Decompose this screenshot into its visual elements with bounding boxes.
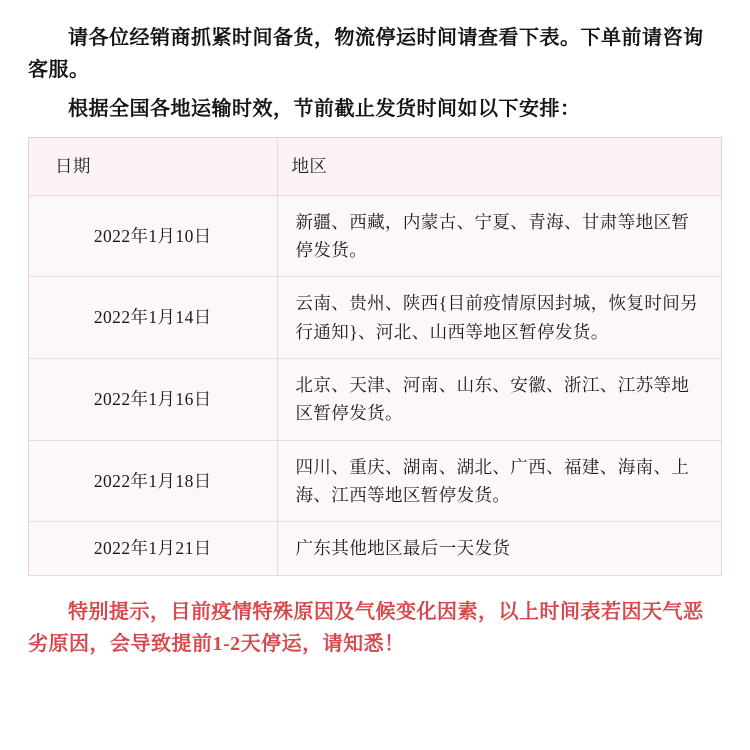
footer-notice [28, 596, 722, 661]
cell-date: 2022年1月21日 [29, 522, 277, 575]
table-row [29, 277, 721, 359]
shipping-schedule-table-wrapper [28, 137, 722, 575]
column-header-date: 日期 [29, 138, 277, 195]
cell-region: 广东其他地区最后一天发货 [277, 522, 721, 575]
cell-region: 四川、重庆、湖南、湖北、广西、福建、海南、上海、江西等地区暂停发货。 [277, 440, 721, 522]
table-row [29, 358, 721, 440]
intro-text [28, 22, 722, 125]
shipping-schedule-table [29, 138, 721, 575]
column-header-region: 地区 [277, 138, 721, 195]
intro-line-1: 请各位经销商抓紧时间备货，物流停运时间请查看下表。下单前请咨询客服。 [28, 27, 704, 82]
cell-region: 云南、贵州、陕西{目前疫情原因封城，恢复时间另行通知}、河北、山西等地区暂停发货。 [277, 277, 721, 359]
cell-date: 2022年1月18日 [29, 440, 277, 522]
cell-region: 北京、天津、河南、山东、安徽、浙江、江苏等地区暂停发货。 [277, 358, 721, 440]
cell-region: 新疆、西藏，内蒙古、宁夏、青海、甘肃等地区暂停发货。 [277, 195, 721, 277]
table-row [29, 440, 721, 522]
cell-date: 2022年1月14日 [29, 277, 277, 359]
table-row [29, 195, 721, 277]
cell-date: 2022年1月10日 [29, 195, 277, 277]
intro-line-2: 根据全国各地运输时效，节前截止发货时间如以下安排： [68, 97, 581, 120]
cell-date: 2022年1月16日 [29, 358, 277, 440]
footer-notice-text: 特别提示，目前疫情特殊原因及气候变化因素，以上时间表若因天气恶劣原因，会导致提前1-2天停运，请知悉！ [28, 600, 704, 655]
table-row [29, 522, 721, 575]
table-header-row [29, 138, 721, 195]
